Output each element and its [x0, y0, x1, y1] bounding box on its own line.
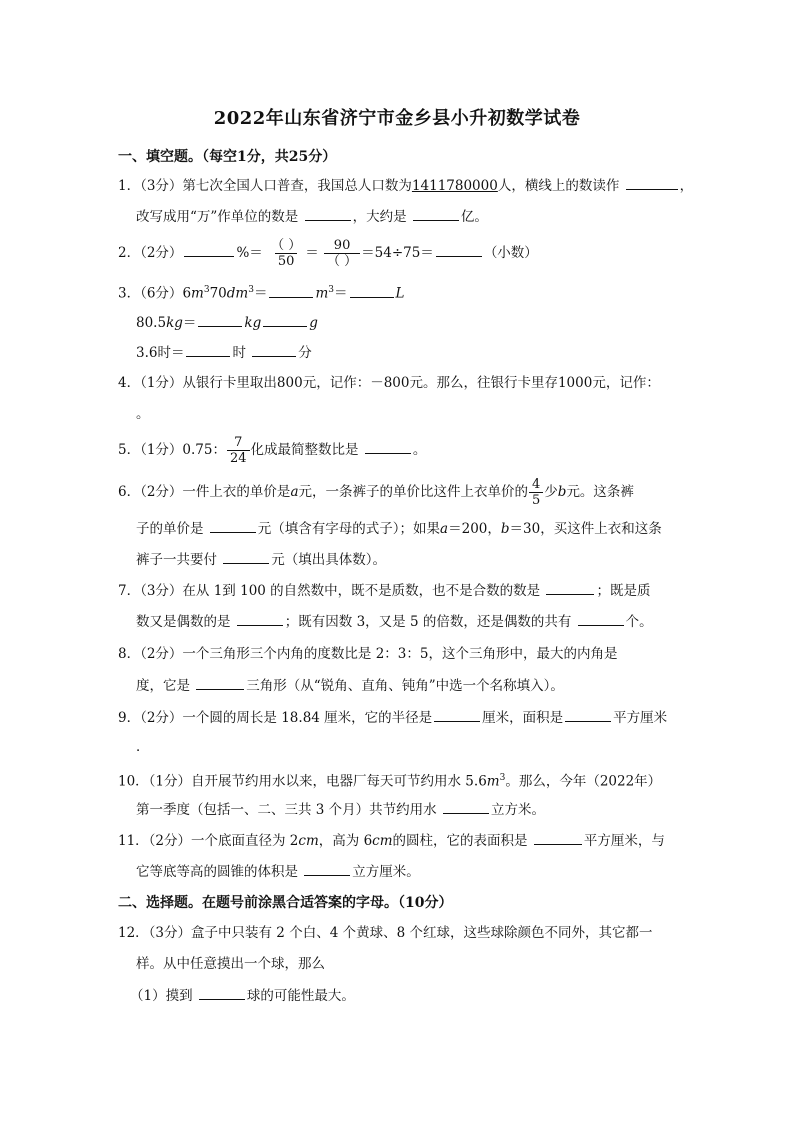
- answer-blank[interactable]: [198, 312, 242, 327]
- population-number: 1411780000: [411, 178, 498, 194]
- answer-blank[interactable]: [184, 242, 234, 257]
- section-heading-fill-in: 一、填空题。（每空1分，共25分）: [118, 149, 337, 165]
- fraction: $\frac{( )}{50}$: [271, 238, 302, 269]
- answer-blank[interactable]: [269, 283, 313, 298]
- question-9-line-1: 9．（2分）一个圆的周长是 18.84 厘米，它的半径是 厘米，面积是 平方厘米: [118, 707, 667, 728]
- answer-blank[interactable]: [196, 675, 244, 690]
- question-8-line-2: 度，它是 三角形（从“锐角、直角、钝角”中选一个名称填入）。: [136, 675, 564, 696]
- question-10-line-2: 第一季度（包括一、二、三共 3 个月）共节约用水 立方米。: [136, 799, 545, 820]
- answer-blank[interactable]: [434, 707, 480, 722]
- question-2: 2．（2分） %＝ $\frac{( )}{50}$ ＝ $\frac{90}{( )}$ ＝54÷75＝ （小数）: [118, 238, 538, 269]
- fraction: $\frac{4}{5}$: [529, 477, 543, 508]
- question-9-line-2: ．: [136, 739, 150, 755]
- answer-blank[interactable]: [546, 580, 594, 595]
- question-10-line-1: 10．（1分）自开展节约用水以来，电器厂每天可节约用水 $5.6m^3$。那么，今年（2022年）: [118, 773, 662, 790]
- page-title: 2022年山东省济宁市金乡县小升初数学试卷: [213, 108, 581, 129]
- question-11-line-1: 11．（2分）一个底面直径为 2cm，高为 6cm的圆柱，它的表面积是 平方厘米，与: [118, 830, 665, 851]
- question-3-line-2: 80.5kg＝ kg g: [136, 312, 318, 333]
- answer-blank[interactable]: [443, 799, 489, 814]
- answer-blank[interactable]: [565, 707, 611, 722]
- question-3-line-1: 3．（6分）$6m^370dm^3= m^3= L$: [118, 280, 404, 304]
- answer-blank[interactable]: [252, 342, 296, 357]
- question-4-line-2: 。: [136, 406, 150, 422]
- question-6-line-1: 6．（2分）一件上衣的单价是a元，一条裤子的单价比这件上衣单价的 $\frac{4}{5}$ 少b元。这条裤: [118, 477, 634, 508]
- answer-blank[interactable]: [365, 439, 411, 454]
- answer-blank[interactable]: [350, 283, 394, 298]
- answer-blank[interactable]: [199, 985, 245, 1000]
- answer-blank[interactable]: [413, 206, 459, 221]
- answer-blank[interactable]: [210, 518, 256, 533]
- answer-blank[interactable]: [263, 312, 307, 327]
- answer-blank[interactable]: [534, 830, 582, 845]
- answer-blank[interactable]: [626, 175, 678, 190]
- answer-blank[interactable]: [578, 611, 624, 626]
- answer-blank[interactable]: [186, 342, 230, 357]
- question-6-line-3: 裤子一共要付 元（填出具体数）。: [136, 549, 386, 570]
- question-8-line-1: 8．（2分）一个三角形三个内角的度数比是 2：3：5，这个三角形中，最大的内角是: [118, 646, 618, 662]
- question-3-line-3: 3.6时＝ 时 分: [136, 342, 312, 363]
- question-1-line-1: 1．（3分）第七次全国人口普查，我国总人口数为1411780000人，横线上的数读作 ，: [118, 175, 693, 196]
- question-6-line-2: 子的单价是 元（填含有字母的式子）；如果a＝200，b＝30，买这件上衣和这条: [136, 518, 662, 539]
- question-5: 5．（1分）0.75： $\frac{7}{24}$ 化成最简整数比是 。: [118, 435, 427, 466]
- question-4-line-1: 4．（1分）从银行卡里取出800元，记作：－800元。那么，往银行卡里存1000元，记作：: [118, 375, 660, 391]
- question-12-line-3: （1）摸到 球的可能性最大。: [130, 985, 355, 1006]
- section-heading-multiple-choice: 二、选择题。在题号前涂黑合适答案的字母。（10分）: [118, 895, 453, 911]
- question-11-line-2: 它等底等高的圆锥的体积是 立方厘米。: [136, 861, 420, 882]
- answer-blank[interactable]: [305, 206, 351, 221]
- fraction: $\frac{7}{24}$: [227, 435, 250, 466]
- answer-blank[interactable]: [223, 549, 269, 564]
- question-7-line-2: 数又是偶数的是 ；既有因数 3，又是 5 的倍数，还是偶数的共有 个。: [136, 611, 653, 632]
- answer-blank[interactable]: [237, 611, 283, 626]
- question-7-line-1: 7．（3分）在从 1到 100 的自然数中，既不是质数，也不是合数的数是 ；既是质: [118, 580, 650, 601]
- answer-blank[interactable]: [436, 242, 482, 257]
- question-12-line-2: 样。从中任意摸出一个球，那么: [136, 956, 325, 972]
- question-1-line-2: 改写成用“万”作单位的数是 ，大约是 亿。: [136, 206, 488, 227]
- fraction: $\frac{90}{( )}$: [324, 238, 360, 269]
- question-12-line-1: 12．（3分）盒子中只装有 2 个白、4 个黄球、8 个红球，这些球除颜色不同外，其它都一: [118, 925, 653, 941]
- answer-blank[interactable]: [304, 861, 350, 876]
